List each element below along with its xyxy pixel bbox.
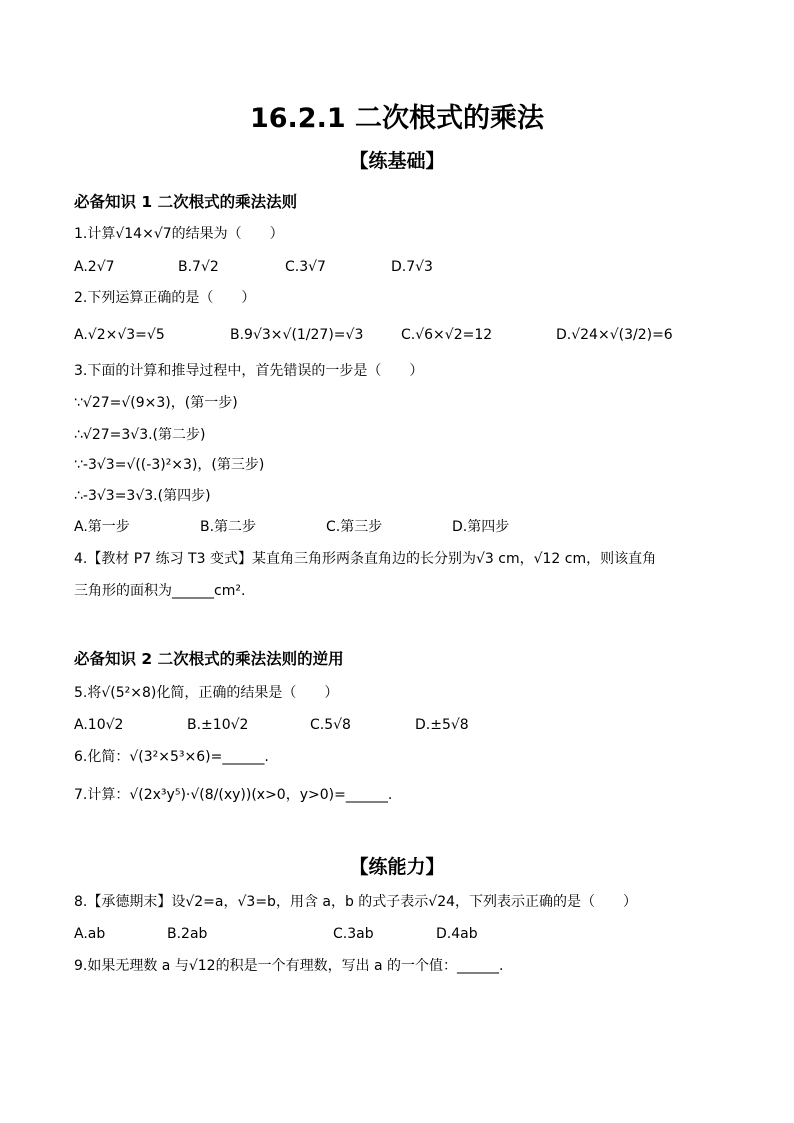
- q2-option-d[interactable]: D.√24×√(3/2)=6: [556, 327, 673, 343]
- question-6-stem: 6.化简：√(3²×5³×6)=______.: [74, 749, 269, 765]
- q5-option-b[interactable]: B.±10√2: [187, 717, 249, 733]
- question-2-stem: 2.下列运算正确的是（ ）: [74, 290, 256, 306]
- q3-option-c[interactable]: C.第三步: [326, 519, 383, 535]
- q5-option-d[interactable]: D.±5√8: [415, 717, 469, 733]
- q3-option-d[interactable]: D.第四步: [452, 519, 510, 535]
- q8-option-a[interactable]: A.ab: [74, 926, 106, 942]
- section-ability-heading: 【练能力】: [349, 856, 445, 878]
- q1-option-c[interactable]: C.3√7: [285, 259, 326, 275]
- q3-step-1: ∵√27=√(9×3)，(第一步): [74, 395, 238, 411]
- question-4-line-2: 三角形的面积为______cm².: [74, 583, 246, 599]
- q2-option-a[interactable]: A.√2×√3=√5: [74, 327, 165, 343]
- question-4-line-1: 4.【教材 P7 练习 T3 变式】某直角三角形两条直角边的长分别为√3 cm，√12 cm，则该直角: [74, 551, 657, 567]
- q3-step-3: ∵-3√3=√((-3)²×3)，(第三步): [74, 457, 265, 473]
- q8-option-d[interactable]: D.4ab: [436, 926, 478, 942]
- q8-option-b[interactable]: B.2ab: [167, 926, 208, 942]
- q3-option-a[interactable]: A.第一步: [74, 519, 130, 535]
- question-1-stem: 1.计算√14×√7的结果为（ ）: [74, 226, 284, 242]
- question-5-stem: 5.将√(5²×8)化简，正确的结果是（ ）: [74, 685, 339, 701]
- question-7-stem: 7.计算：√(2x³y⁵)·√(8/(xy))(x>0，y>0)=______.: [74, 787, 393, 803]
- q1-option-b[interactable]: B.7√2: [178, 259, 219, 275]
- knowledge-1-heading: 必备知识 1 二次根式的乘法法则: [74, 193, 298, 211]
- q5-option-a[interactable]: A.10√2: [74, 717, 124, 733]
- knowledge-2-heading: 必备知识 2 二次根式的乘法法则的逆用: [74, 650, 344, 668]
- question-8-stem: 8.【承德期末】设√2=a，√3=b，用含 a，b 的式子表示√24，下列表示正确的是（ ）: [74, 894, 638, 910]
- question-3-stem: 3.下面的计算和推导过程中，首先错误的一步是（ ）: [74, 363, 424, 379]
- q5-option-c[interactable]: C.5√8: [310, 717, 351, 733]
- q2-option-b[interactable]: B.9√3×√(1/27)=√3: [230, 327, 364, 343]
- q3-option-b[interactable]: B.第二步: [200, 519, 257, 535]
- q2-option-c[interactable]: C.√6×√2=12: [401, 327, 493, 343]
- q3-step-2: ∴√27=3√3.(第二步): [74, 427, 206, 443]
- page-title: 16.2.1 二次根式的乘法: [249, 103, 545, 134]
- question-9-stem: 9.如果无理数 a 与√12的积是一个有理数，写出 a 的一个值：______.: [74, 958, 504, 974]
- q8-option-c[interactable]: C.3ab: [333, 926, 374, 942]
- q1-option-a[interactable]: A.2√7: [74, 259, 115, 275]
- q3-step-4: ∴-3√3=3√3.(第四步): [74, 488, 211, 504]
- section-basic-heading: 【练基础】: [349, 150, 445, 172]
- q1-option-d[interactable]: D.7√3: [391, 259, 433, 275]
